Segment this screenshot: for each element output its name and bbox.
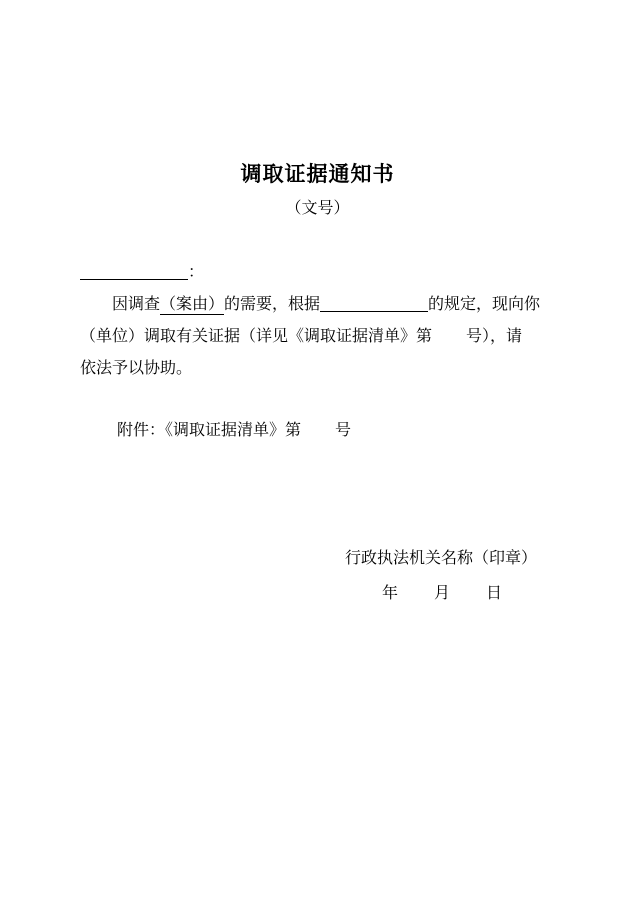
document-number: （文号） (285, 198, 350, 217)
body-part2: 的需要，根据 (224, 294, 321, 313)
addressee-line (80, 256, 570, 288)
addressee-blank (80, 259, 188, 280)
notice-paragraph (80, 288, 570, 384)
date-day: 日 (486, 583, 503, 602)
date-year: 年 (382, 583, 399, 602)
legal-basis-blank (320, 291, 428, 312)
date-line (382, 580, 502, 603)
attachment-suffix: 号 (335, 420, 352, 439)
paragraph-line-1 (80, 288, 570, 320)
body-part1: 因调查 (112, 294, 161, 313)
body-line2-b: 号），请 (466, 326, 523, 345)
paragraph-line-2 (80, 320, 570, 352)
body-line3: 依法予以协助。 (80, 358, 193, 377)
paragraph-line-3 (80, 352, 570, 384)
body-part3: 的规定，现向你 (428, 294, 541, 313)
agency-seal-line: 行政执法机关名称（印章） (345, 548, 538, 567)
addressee-colon: ： (188, 262, 205, 281)
case-reason: （案由） (160, 294, 225, 313)
attachment-line (117, 416, 351, 444)
attachment-prefix: 附件：《调取证据清单》第 (117, 420, 302, 439)
document-title: 调取证据通知书 (240, 162, 395, 186)
date-month: 月 (434, 583, 451, 602)
body-line2-a: （单位）调取有关证据（详见《调取证据清单》第 (80, 326, 433, 345)
